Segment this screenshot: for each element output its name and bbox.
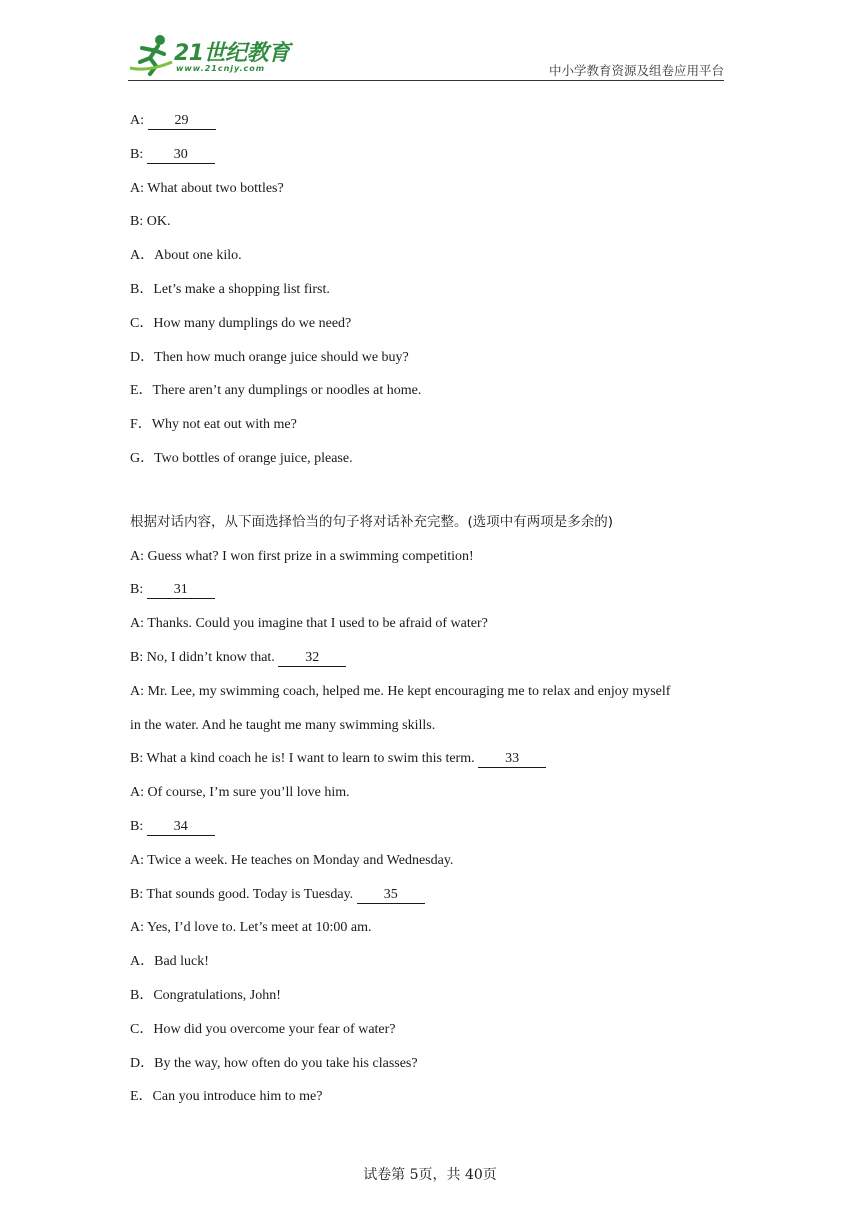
speaker-prefix: B: xyxy=(130,582,147,598)
dialogue-line xyxy=(130,138,730,172)
option-item: D．By the way, how often do you take his classes? xyxy=(130,1055,418,1071)
option-item: B．Congratulations, John! xyxy=(130,987,281,1003)
option-item: D．Then how much orange juice should we buy? xyxy=(130,349,409,365)
option-item: E．Can you introduce him to me? xyxy=(130,1089,323,1105)
dialogue-line: in the water. And he taught me many swimming skills. xyxy=(130,717,436,733)
dialogue-line xyxy=(130,810,730,844)
answer-blank: 30 xyxy=(147,147,215,164)
dialogue-line: A: Mr. Lee, my swimming coach, helped me. He kept encouraging me to relax and enjoy myself xyxy=(130,683,671,699)
dialogue-line: B: OK. xyxy=(130,214,171,230)
dialogue-line: A: Of course, I’m sure you’ll love him. xyxy=(130,785,350,801)
dialogue-text: B: What a kind coach he is! I want to learn to swim this term. xyxy=(130,751,479,767)
runner-logo-icon xyxy=(128,32,174,76)
dialogue-line xyxy=(130,641,730,675)
option-item: E．There aren’t any dumplings or noodles at home. xyxy=(130,383,422,399)
dialogue-line xyxy=(130,742,730,776)
option-item: F．Why not eat out with me? xyxy=(130,417,297,433)
dialogue-line: A: Twice a week. He teaches on Monday and Wednesday. xyxy=(130,852,454,868)
option-item: C．How many dumplings do we need? xyxy=(130,315,352,331)
answer-blank: 34 xyxy=(147,819,215,836)
section-gap xyxy=(130,476,730,506)
option-item: A．About one kilo. xyxy=(130,248,242,264)
option-item: C．How did you overcome your fear of water? xyxy=(130,1021,396,1037)
page-header xyxy=(128,30,724,81)
option-item: G．Two bottles of orange juice, please. xyxy=(130,450,353,466)
platform-name: 中小学教育资源及组卷应用平台 xyxy=(548,63,724,78)
instruction: 根据对话内容，从下面选择恰当的句子将对话补充完整。(选项中有两项是多余的) xyxy=(130,513,614,530)
answer-blank: 31 xyxy=(147,582,215,599)
option-item: B．Let’s make a shopping list first. xyxy=(130,281,330,297)
speaker-prefix: B: xyxy=(130,146,147,162)
dialogue-text: B: That sounds good. Today is Tuesday. xyxy=(130,886,357,902)
document-body xyxy=(130,104,730,1114)
dialogue-line xyxy=(130,878,730,912)
speaker-prefix: A: xyxy=(130,113,148,128)
dialogue-line: A: Guess what? I won first prize in a swimming competition! xyxy=(130,548,474,564)
answer-blank: 29 xyxy=(148,113,216,130)
dialogue-line: A: Yes, I’d love to. Let’s meet at 10:00 am. xyxy=(130,920,372,936)
logo-subtext: www.21cnjy.com xyxy=(176,64,266,73)
speaker-prefix: B: xyxy=(130,818,147,834)
dialogue-line: A: Thanks. Could you imagine that I used to be afraid of water? xyxy=(130,616,488,632)
logo-text: 21世纪教育 xyxy=(174,41,290,66)
page-footer: 试卷第 5页，共 40页 xyxy=(363,1167,497,1183)
answer-blank: 35 xyxy=(357,887,425,904)
answer-blank: 33 xyxy=(478,751,546,768)
dialogue-line xyxy=(130,573,730,607)
option-item: A．Bad luck! xyxy=(130,954,209,970)
logo xyxy=(128,32,298,76)
dialogue-text: B: No, I didn’t know that. xyxy=(130,649,279,665)
answer-blank: 32 xyxy=(278,650,346,667)
dialogue-line: A: What about two bottles? xyxy=(130,180,284,196)
dialogue-line xyxy=(130,104,730,138)
